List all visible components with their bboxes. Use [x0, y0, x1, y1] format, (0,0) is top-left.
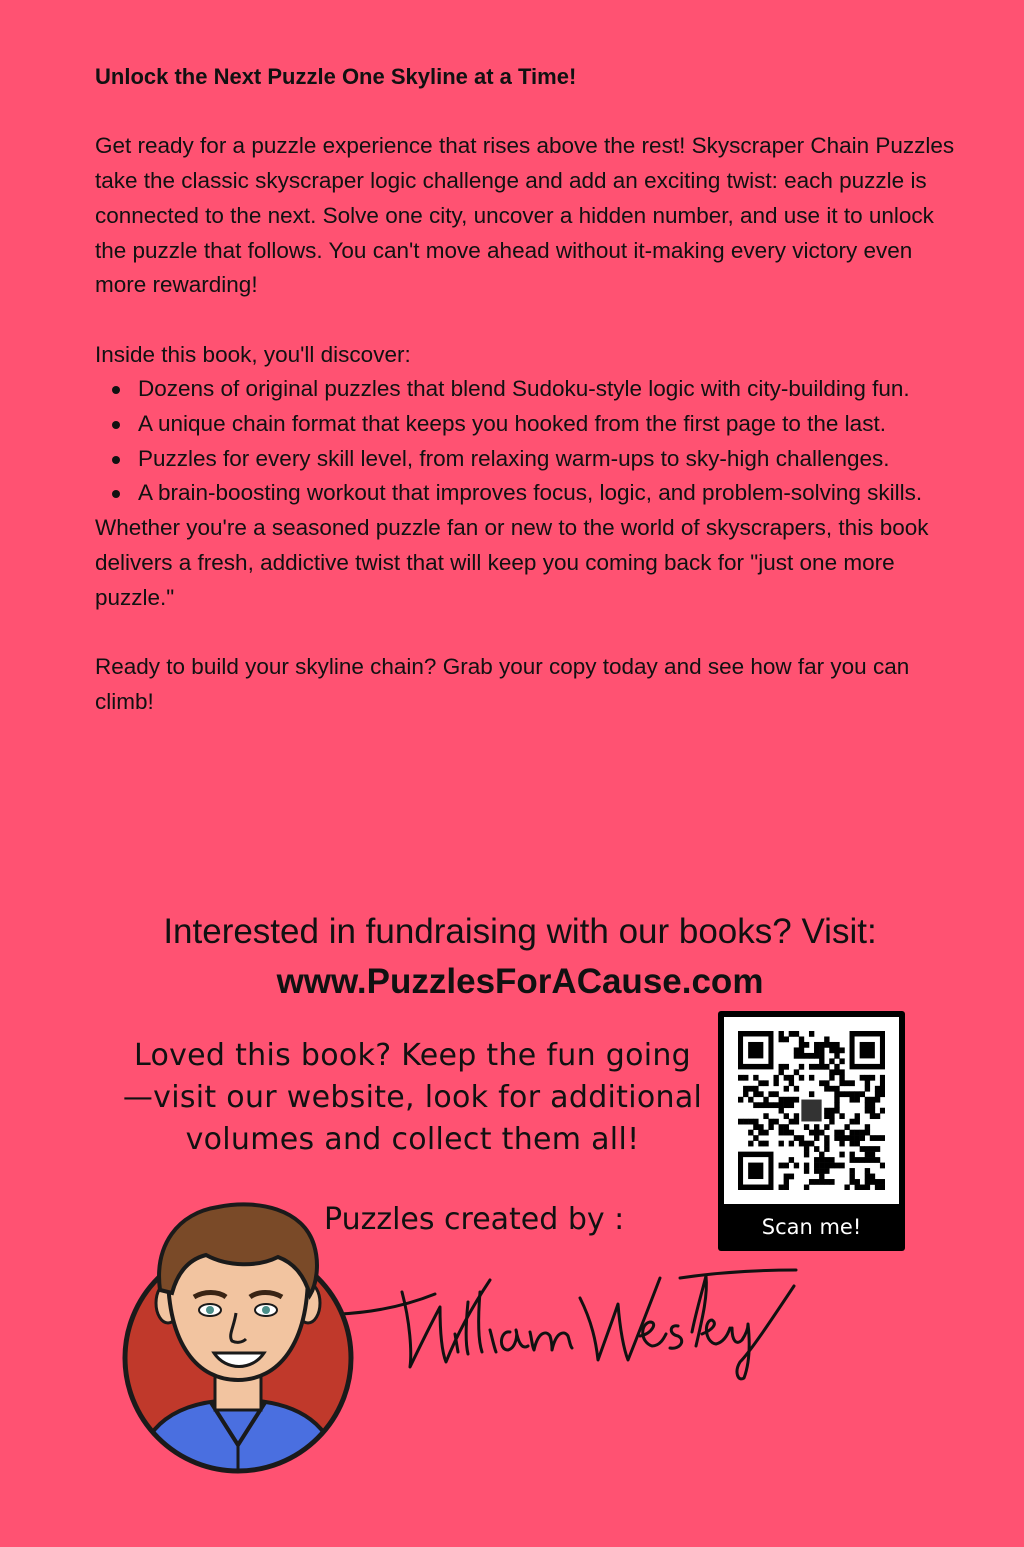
scan-me-label: Scan me!	[761, 1215, 862, 1239]
description-whether: Whether you're a seasoned puzzle fan or new to the world of skyscrapers, this book delivers a fresh, addictive twist that will keep you coming back for "just one more puzzle."	[95, 515, 929, 610]
feature-item: A brain-boosting workout that improves focus, logic, and problem-solving skills.	[138, 476, 955, 511]
author-signature	[340, 1212, 800, 1382]
feature-item: A unique chain format that keeps you hooked from the first page to the last.	[138, 407, 955, 442]
created-by-label: Puzzles created by :	[324, 1202, 625, 1237]
qr-code-icon	[738, 1031, 885, 1190]
qr-code[interactable]	[724, 1017, 899, 1204]
inside-lead: Inside this book, you'll discover:	[95, 341, 411, 367]
feature-list	[95, 372, 955, 511]
loved-this-book-text: Loved this book? Keep the fun going—visit our website, look for additional volumes and collect them all!	[122, 1038, 703, 1157]
description-intro: Get ready for a puzzle experience that rises above the rest! Skyscraper Chain Puzzles take the classic skyscraper logic challenge and add an exciting twist: each puzzle is connected to the next. Solve one city, uncover a hidden number, and use it to unlock the puzzle that follows. You can't move ahead without it-making every victory even more rewarding!	[95, 133, 955, 298]
fundraising-url[interactable]: www.PuzzlesForACause.com	[276, 962, 764, 1001]
description-closing: Ready to build your skyline chain? Grab your copy today and see how far you can climb!	[95, 653, 910, 714]
author-avatar	[118, 1195, 358, 1480]
feature-item: Puzzles for every skill level, from relaxing warm-ups to sky-high challenges.	[138, 442, 955, 477]
description-headline: Unlock the Next Puzzle One Skyline at a Time!	[95, 64, 577, 89]
book-description	[95, 60, 955, 754]
fundraising-line: Interested in fundraising with our books? Visit:	[163, 912, 877, 951]
feature-item: Dozens of original puzzles that blend Sudoku-style logic with city-building fun.	[138, 372, 955, 407]
